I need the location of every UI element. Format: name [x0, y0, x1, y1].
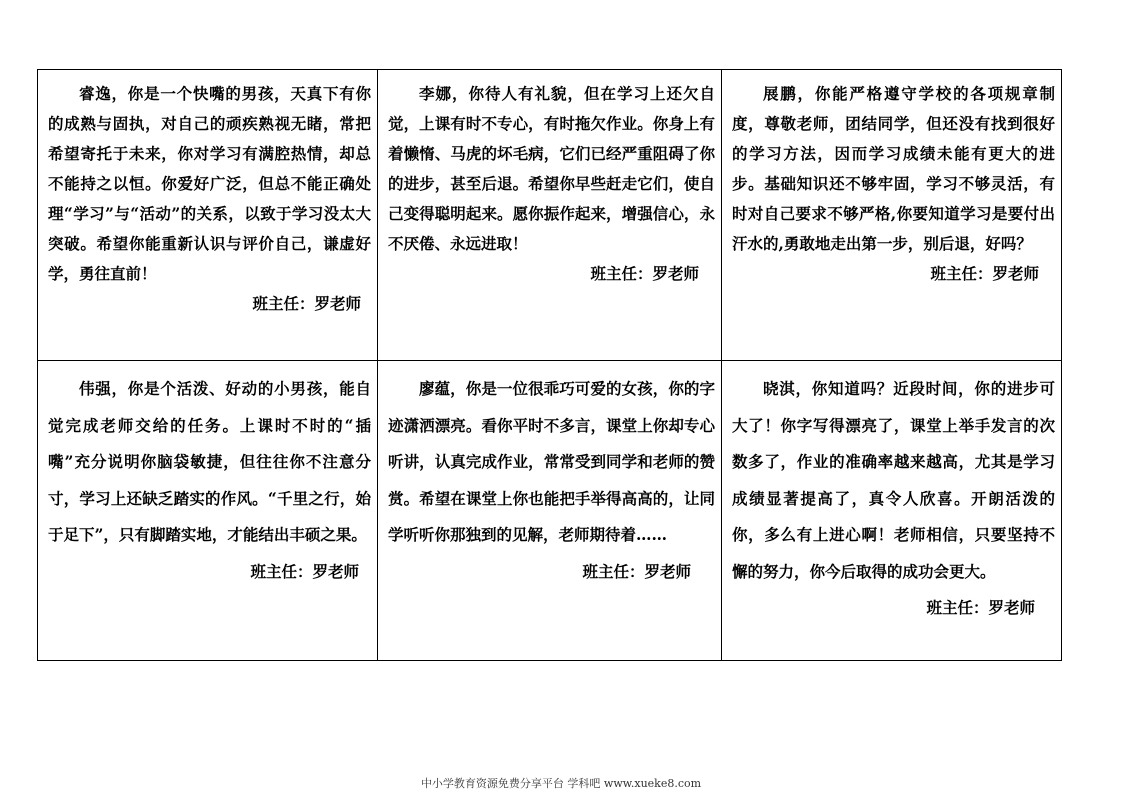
- comment-cell: [722, 361, 1062, 661]
- comment-text: 晓淇，你知道吗？近段时间，你的进步可大了！你字写得漂亮了，课堂上举手发言的次数多了，作业的准确率越来越高，尤其是学习成绩显著提高了，真令人欣喜。开朗活泼的你，多么有上进心啊！老师相信，只要坚持不懈的努力，你今后取得的成功会更大。: [732, 379, 1055, 581]
- table-row: [38, 70, 1062, 361]
- comment-cell: [378, 361, 722, 661]
- comment-text: 廖蕴，你是一位很乖巧可爱的女孩，你的字迹潇洒漂亮。看你平时不多言，课堂上你却专心听讲，认真完成作业，常常受到同学和老师的赞赏。希望在课堂上你也能把手举得高高的，让同学听听你那独到的见解，老师期待着……: [388, 379, 715, 544]
- comment-signature: 班主任：罗老师: [250, 561, 359, 581]
- comment-text: 伟强，你是个活泼、好动的小男孩，能自觉完成老师交给的任务。上课时不时的“插嘴”充分说明你脑袋敏捷，但往往你不注意分寸，学习上还缺乏踏实的作风。“千里之行，始于足下”，只有脚踏实地，才能结出丰硕之果。: [48, 379, 371, 544]
- comment-signature: 班主任：罗老师: [582, 561, 691, 581]
- comment-cell: [38, 361, 378, 661]
- table-row: [38, 361, 1062, 661]
- comment-cell: [378, 70, 722, 361]
- comment-text: 李娜，你待人有礼貌，但在学习上还欠自觉，上课有时不专心，有时拖欠作业。你身上有着懒惰、马虎的坏毛病，它们已经严重阻碍了你的进步，甚至后退。希望你早些赶走它们，使自己变得聪明起来。愿你振作起来，增强信心，永不厌倦、永远进取！: [388, 84, 715, 253]
- comment-text: 睿逸，你是一个快嘴的男孩，天真下有你的成熟与固执，对自己的顽疾熟视无睹，常把希望寄托于未来，你对学习有满腔热情，却总不能持之以恒。你爱好广泛，但总不能正确处理“学习”与“活动”的关系，以致于学习没太大突破。希望你能重新认识与评价自己，谦虚好学，勇往直前！: [48, 84, 371, 283]
- comment-cell: [722, 70, 1062, 361]
- comments-table: [37, 69, 1062, 661]
- comment-signature: 班主任：罗老师: [590, 264, 699, 283]
- comment-signature: 班主任：罗老师: [926, 598, 1035, 617]
- comment-text: 展鹏，你能严格遵守学校的各项规章制度，尊敬老师，团结同学，但还没有找到很好的学习方法，因而学习成绩未能有更大的进步。基础知识还不够牢固，学习不够灵活，有时对自己要求不够严格,你要知道学习是要付出汗水的,勇敢地走出第一步，别后退，好吗？: [732, 84, 1055, 253]
- comment-cell: [38, 70, 378, 361]
- comment-signature: 班主任：罗老师: [252, 294, 361, 313]
- comment-signature: 班主任：罗老师: [930, 264, 1039, 283]
- page-footer: 中小学教育资源免费分享平台 学科吧 www.xueke8.com: [420, 777, 702, 790]
